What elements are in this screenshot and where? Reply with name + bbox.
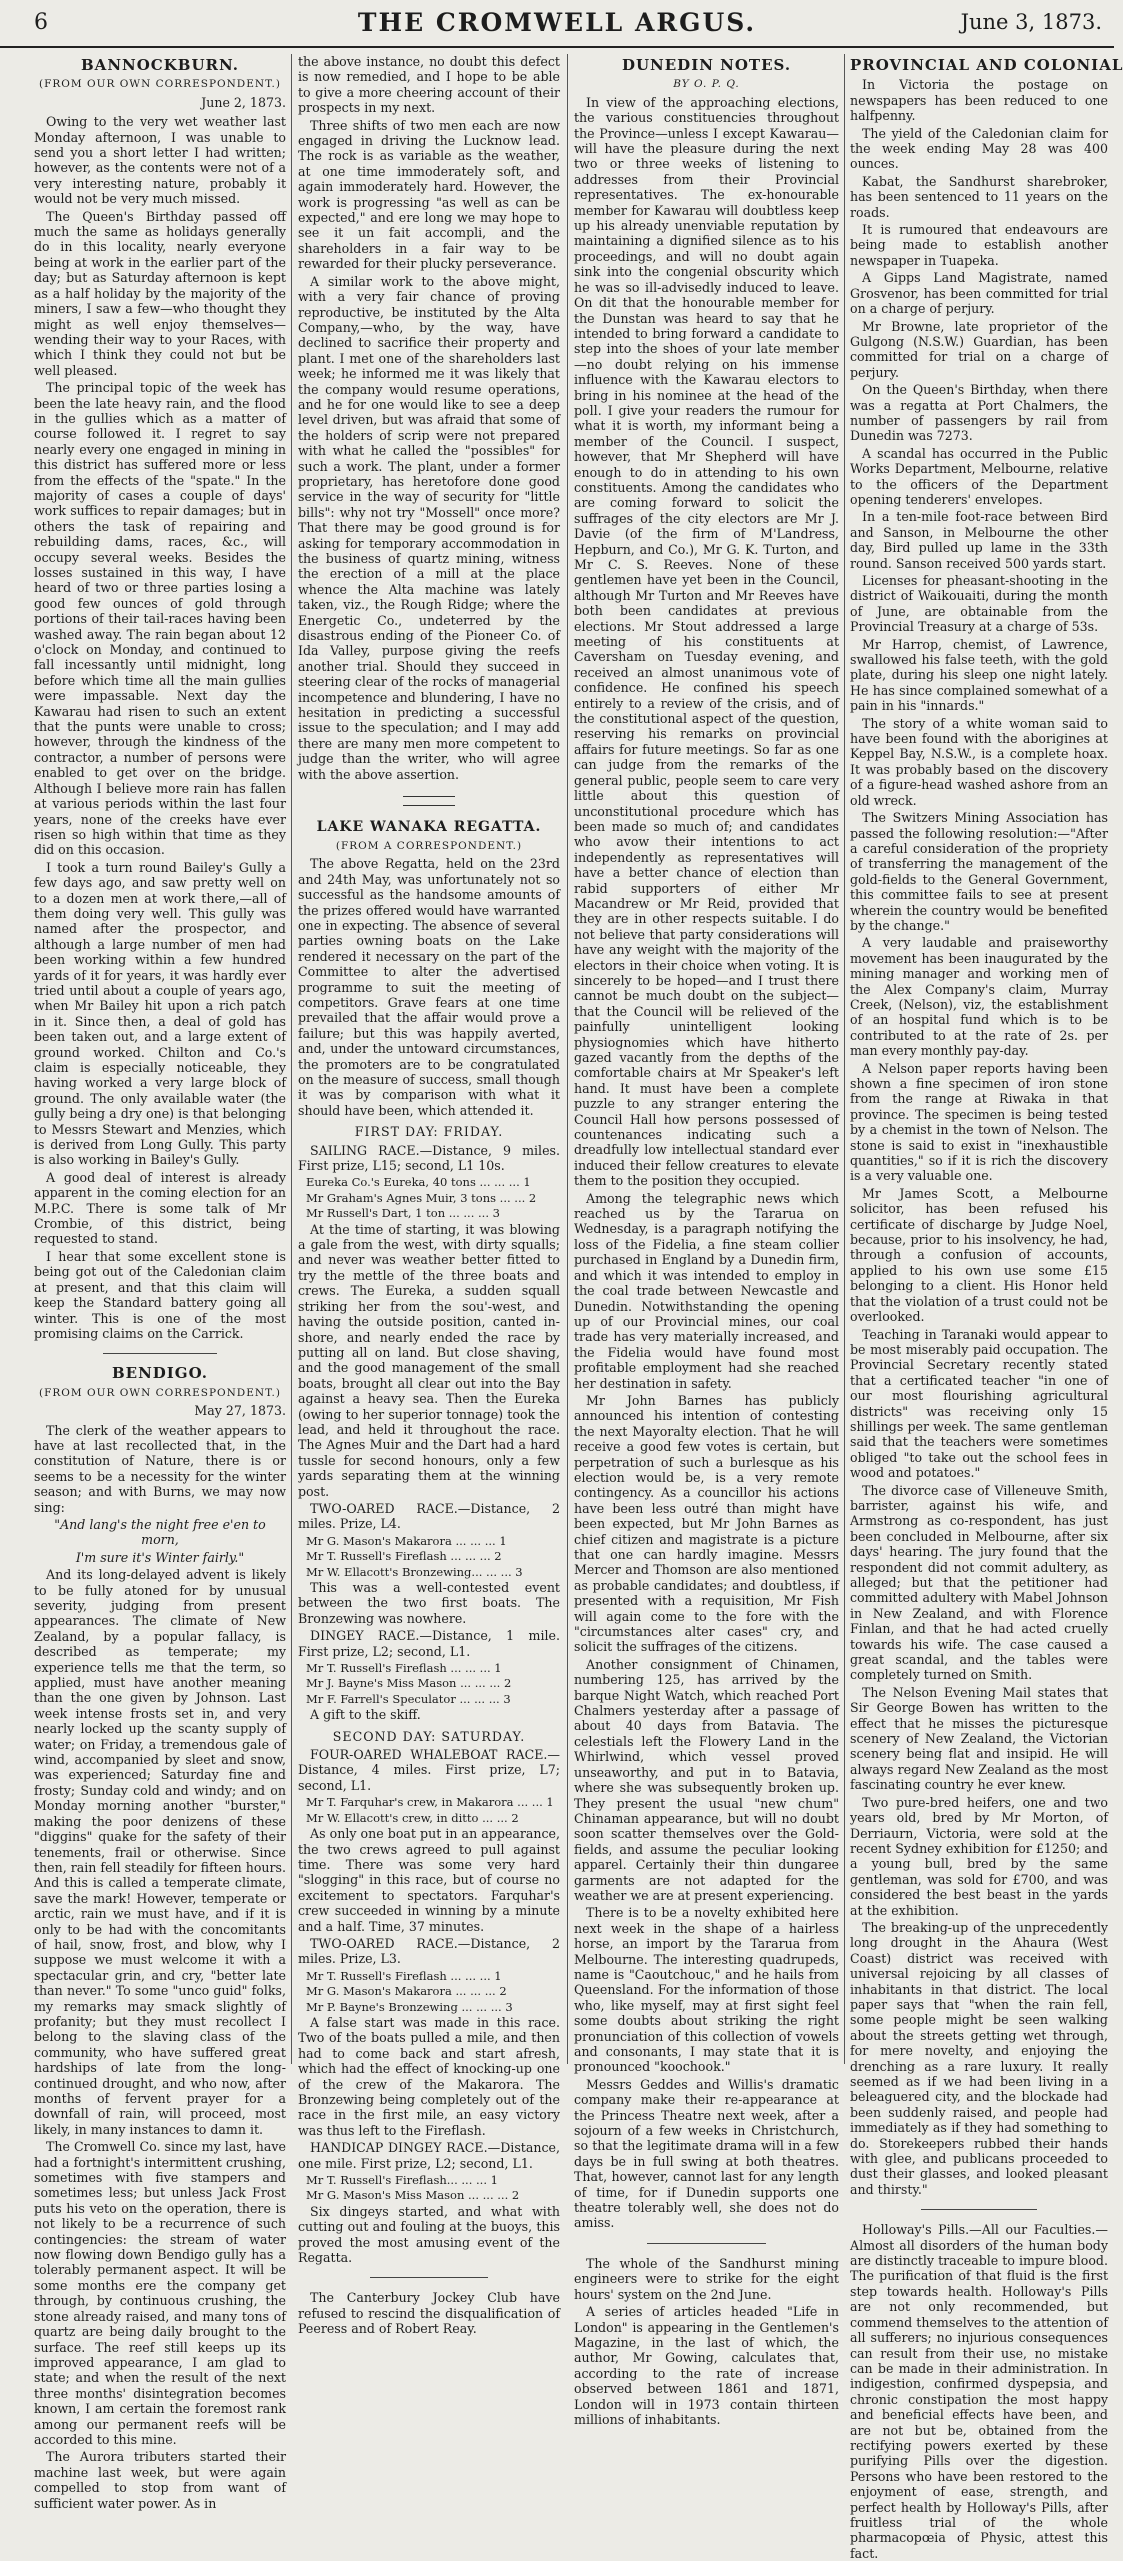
paragraph: The Canterbury Jockey Club have refused to rescind the disqualification of Peeress and of Robert Reay.	[298, 2290, 560, 2337]
paragraph: In a ten-mile foot-race between Bird and Sanson, in Melbourne the other day, Bird pulled up lame in the 33th round. Sanson received 500 yards start.	[850, 509, 1108, 571]
paragraph: The clerk of the weather appears to have at last recollected that, in the constitution of Nature, there is or seems to be a necessity for the winter season; and with Burns, we may now sing:	[34, 1422, 286, 1515]
paragraph: Among the telegraphic news which reached us by the Tararua on Wednesday, is a paragraph notifying the loss of the Fidelia, a fine steam collier purchased in England by a Dunedin firm, and which it was intended to employ in the coal trade between Newcastle and Dunedin. Notwithstanding the opening up of our Provincial mines, our coal trade has very materially increased, and the Fidelia would have found most profitable employment had she reached her destination in safety.	[574, 1190, 839, 1391]
advertisement: Holloway's Pills.—All our Faculties.—Almost all disorders of the human body are distinctly traceable to impure blood. The purification of that fluid is the first step towards health. Holloway's Pills are not only recommended, but commend themselves to the attention of all sufferers; no injurious consequences can result from their use, no mistake can be made in their administration. In indigestion, confirmed dyspepsia, and chronic constipation the most happy and beneficial effects have been, and are not but be, obtained from the rectifying powers exerted by these purifying Pills over the digestion. Persons who have been restored to the enjoyment of ease, strength, and perfect health by Holloway's Pills, after fruitless trial of the whole pharmacopœia of Physic, attest this fact.	[850, 2222, 1108, 2561]
paragraph: The Queen's Birthday passed off much the same as holidays generally do in this locality, nearly everyone being at work in the earlier part of the day; but as Saturday afternoon is kept as a half holiday by the majority of the miners, I saw a few—who thought they might as well enjoy themselves—wending their way to your Races, with which I think they could not but be well pleased.	[34, 208, 286, 378]
paragraph: On the Queen's Birthday, when there was a regatta at Port Chalmers, the number of passengers by rail from Dunedin was 7273.	[850, 382, 1108, 444]
paragraph: the above instance, no doubt this defect is now remedied, and I hope to be able to give a more cheering account of their prospects in my next.	[298, 54, 560, 116]
paragraph: In view of the approaching elections, the various constituencies throughout the Province—unless I except Kawarau—will have the pleasure during the next two or three weeks of listening to addresses from their Provincial representatives. The ex-honourable member for Kawarau will doubtless keep up his already unenviable reputation by maintaining a dignified silence as to his proceedings, and will no doubt again sink into the congenial obscurity which he was so ill-advisedly induced to leave. On dit that the honourable member for the Dunstan was heard to say that he intended to bring forward a candidate to step into the shoes of your late member—no doubt relying on his immense influence with the Kawarau electors to bring in his nominee at the head of the poll. I give your readers the rumour for what it is worth, my informant being a member of the Council. I suspect, however, that Mr Shepherd will have enough to do in attending to his own constituents. Among the candidates who are coming forward to solicit the suffrages of the city electors are Mr J. Davie (of the firm of M'Landress, Hepburn, and Co.), Mr G. K. Turton, and Mr C. S. Reeves. None of these gentlemen have yet been in the Council, although Mr Turton and Mr Reeves have both been candidates at previous elections. Mr Stout addressed a large meeting of his constituents at Caversham on Tuesday evening, and received an almost unanimous vote of confidence. He confined his speech entirely to a review of the crisis, and of the constitutional aspect of the question, reserving his remarks on provincial affairs for future meetings. So far as one can judge from the remarks of the general public, people seem to care very little about this question of unconstitutional procedure which has been made so much of; and candidates who avow their intentions to act independently as representatives will have a better chance of election than rabid supporters of either Mr Macandrew or Mr Reid, provided that they are in other respects suitable. I do not believe that party considerations will have any weight with the majority of the electors in their choice when voting. It is sincerely to be hoped—and I trust there cannot be much doubt on the subject—that the Council will be relieved of the painfully unintelligent looking physiognomies which have hitherto gazed vacantly from the depths of the comfortable chairs at Mr Speaker's left hand. It must have been a complete puzzle to any stranger entering the Council Hall how persons possessed of countenances indicating such a dreadfully low intellectual standard ever induced their fellow creatures to elevate them to the position they occupied.	[574, 94, 839, 1189]
race-result: Mr G. Mason's Makarora ... ... ... 1	[306, 1533, 507, 1548]
race-result: Mr J. Bayne's Miss Mason ... ... ... 2	[306, 1676, 512, 1691]
masthead	[0, 0, 1114, 48]
race-result: Mr G. Mason's Makarora ... ... ... 2	[306, 1984, 507, 1999]
divider	[921, 2209, 1037, 2210]
race-result: Mr W. Ellacott's Bronzewing... ... ... 3	[306, 1564, 523, 1579]
paragraph: The whole of the Sandhurst mining engineers were to strike for the eight hours' system on the 2nd June.	[574, 2255, 839, 2302]
race-result: Mr F. Farrell's Speculator ... ... ... 3	[306, 1691, 511, 1706]
paragraph: The Aurora tributers started their machine last week, but were again compelled to stop from want of sufficient water power. As in	[34, 2449, 286, 2511]
paragraph: The Cromwell Co. since my last, have had a fortnight's intermittent crushing, sometimes with five stampers and sometimes less; but unless Jack Frost puts his veto on the operation, there is not likely to be a recurrence of such contingencies: the stream of water now flowing down Bendigo gully has a tolerably permanent aspect. It will be some months ere the company get through, by continuous crushing, the stone already raised, and many tons of quartz are being daily brought to the surface. The reef still keeps up its improved appearance, I am glad to state; and when the result of the next three months' disintegration becomes known, I am certain the foremost rank among our permanent reefs will be accorded to this mine.	[34, 2139, 286, 2447]
race-title: FOUR-OARED WHALEBOAT RACE.—Distance, 4 miles. First prize, L7; second, L1.	[298, 1747, 560, 1793]
column-rule	[844, 54, 845, 2064]
paragraph: A Nelson paper reports having been shown a fine specimen of iron stone from the range at Riwaka in that province. The specimen is being tested by a chemist in the town of Nelson. The stone is said to exist in "inexhaustible quantities," so if it is rich the discovery is a very valuable one.	[850, 1060, 1108, 1184]
paragraph: Six dingeys started, and what with cutting out and fouling at the buoys, this proved the most amusing event of the Regatta.	[298, 2203, 560, 2266]
section-heading: FIRST DAY: FRIDAY.	[354, 1124, 504, 1140]
paragraph: A gift to the skiff.	[310, 1707, 421, 1723]
paragraph: The Nelson Evening Mail states that Sir George Bowen has written to the effect that he misses the picturesque scenery of New Zealand, the Victorian scenery being flat and insipid. He will always regard New Zealand as the most fascinating country he ever knew.	[850, 1684, 1108, 1793]
paragraph: The divorce case of Villeneuve Smith, barrister, against his wife, and Armstrong as co-respondent, has just been concluded in Melbourne, after six days' hearing. The jury found that the respondent did not commit adultery, as alleged; but that the petitioner had committed adultery with Mabel Johnson in New Zealand, and with Florence Finlan, and that he had acted cruelly towards his wife. The case caused a great scandal, and the tables were completely turned on Smith.	[850, 1482, 1108, 1683]
paragraph: Licenses for pheasant-shooting in the district of Waikouaiti, during the month of June, are obtainable from the Provincial Treasury at a charge of 53s.	[850, 573, 1108, 635]
race-title: TWO-OARED RACE.—Distance, 2 miles. Prize, L4.	[298, 1500, 560, 1532]
byline: (FROM OUR OWN CORRESPONDENT.)	[39, 78, 281, 91]
race-title: SAILING RACE.—Distance, 9 miles. First prize, L15; second, L1 10s.	[298, 1142, 560, 1174]
dateline: June 2, 1873.	[201, 94, 286, 110]
paragraph: The Switzers Mining Association has passed the following resolution:—"After a careful consideration of the propriety of transferring the management of the gold-fields to the General Government, this committee fails to see at present wherein the country would be benefited by the change."	[850, 810, 1108, 933]
newspaper-title: THE CROMWELL ARGUS.	[357, 8, 757, 37]
paragraph: Mr Browne, late proprietor of the Gulgong (N.S.W.) Guardian, has been committed for trial on a charge of perjury.	[850, 318, 1108, 380]
paragraph: A scandal has occurred in the Public Works Department, Melbourne, relative to the officers of the Department opening tenderers' envelopes.	[850, 445, 1108, 507]
paragraph: A false start was made in this race. Two of the boats pulled a mile, and then had to come back and start afresh, which had the effect of knocking-up one of the crew of the Makarora. The Bronzewing being completely out of the race in the first mile, an easy victory was thus left to the Fireflash.	[298, 2014, 560, 2138]
paragraph: Two pure-bred heifers, one and two years old, bred by Mr Morton, of Derriaurn, Victoria, were sold at the recent Sydney exhibition for £1250; and a young bull, bred by the same gentleman, was sold for £700, and was considered the best beast in the yards at the exhibition.	[850, 1794, 1108, 1918]
heavy-rule	[298, 796, 560, 811]
paragraph: At the time of starting, it was blowing a gale from the west, with dirty squalls; and never was weather better fitted to try the mettle of the three boats and crews. The Eureka, a sudden squall striking her from the sou'-west, and having the outside position, canted in-shore, and nearly ended the race by putting all on land. But close shaving, and the good management of the small boats, brought all clear out into the Bay against a heavy sea. Then the Eureka (owing to her superior tonnage) took the lead, and held it throughout the race. The Agnes Muir and the Dart had a hard tussle for second honours, only a few yards separating them at the winning post.	[298, 1221, 560, 1499]
divider	[370, 2277, 488, 2278]
column-3	[574, 54, 839, 2427]
paragraph: Owing to the very wet weather last Monday afternoon, I was unable to send you a short letter I had written; however, as the contents were not of a very interesting nature, probably it would not be very much missed.	[34, 114, 286, 207]
article-heading: DUNEDIN NOTES.	[621, 56, 792, 74]
column-1	[34, 54, 287, 2511]
race-result: Mr Graham's Agnes Muir, 3 tons ... ... 2	[306, 1190, 537, 1205]
page-number: 6	[34, 10, 48, 35]
byline: BY O. P. Q.	[673, 78, 740, 91]
race-result: Eureka Co.'s Eureka, 40 tons ... ... ... 1	[306, 1175, 531, 1190]
column-4	[850, 54, 1123, 2561]
paragraph: I hear that some excellent stone is being got out of the Caledonian claim at present, and that this claim will keep the Standard battery going all winter. This is one of the most promising claims on the Carrick.	[34, 1248, 286, 1341]
race-result: Mr T. Russell's Fireflash ... ... ... 1	[306, 1968, 502, 1983]
paragraph: Mr John Barnes has publicly announced his intention of contesting the next Mayoralty election. That he will receive a good few votes is certain, but perpetration of such a burlesque as his election would be, is a very remote contingency. As a councillor his actions have been less outré than might have been expected, but Mr John Barnes as chief citizen and magistrate is a picture that one can hardly imagine. Messrs Mercer and Thomson are also mentioned as probable candidates; and doubtless, if presented with a requisition, Mr Fish will again come to the fore with the "circumstances alter cases" cry, and solicit the suffrages of the citizens.	[574, 1392, 839, 1655]
race-title: DINGEY RACE.—Distance, 1 mile. First prize, L2; second, L1.	[298, 1628, 560, 1659]
paragraph: It is rumoured that endeavours are being made to establish another newspaper in Tuapeka.	[850, 222, 1108, 268]
article-heading: LAKE WANAKA REGATTA.	[316, 818, 542, 835]
article-heading: BANNOCKBURN.	[81, 56, 239, 74]
paragraph: The story of a white woman said to have been found with the aborigines at Keppel Bay, N.S.W., is a complete hoax. It was probably based on the discovery of a figure-head washed ashore from an old wreck.	[850, 715, 1108, 808]
byline: (FROM A CORRESPONDENT.)	[335, 839, 523, 852]
column-rule	[567, 54, 568, 2064]
paragraph: This was a well-contested event between the two first boats. The Bronzewing was nowhere.	[298, 1580, 560, 1626]
paragraph: A Gipps Land Magistrate, named Grosvenor, has been committed for trial on a charge of perjury.	[850, 270, 1108, 317]
article-heading: BENDIGO.	[111, 1364, 209, 1383]
paragraph: A similar work to the above might, with a very fair chance of proving reproductive, be instituted by the Alta Company,—who, by the way, have declined to sacrifice their property and plant. I met one of the shareholders last week; he informed me it was likely that the company would resume operations, and he for one would like to see a deep level driven, but was afraid that some of the holders of scrip were not prepared with what he called the "possibles" for such a work. The plant, under a former proprietary, has heretofore done good service in the way of security for "little bills": why not try "Mossell" once more? That there may be good ground is for asking for temporary accommodation in the business of quartz mining, witness the erection of a mill at the place whence the Alta machine was lately taken, viz., the Rough Ridge; where the Energetic Co., undeterred by the disastrous ending of the Pioneer Co. of Ida Valley, purpose giving the reefs another trial. Should they succeed in steering clear of the rocks of managerial incompetence and blundering, I have no hesitation in predicting a successful issue to the speculation; and I may add there are many men more competent to judge than the writer, who will agree with the above assertion.	[298, 273, 560, 782]
paragraph: I took a turn round Bailey's Gully a few days ago, and saw pretty well on to a dozen men at work there,—all of them doing very well. This gully was named after the prospector, and although a large number of men had been working within a few hundred yards of it for years, it was hardly ever tried until about a couple of years ago, when Mr Bailey hit upon a rich patch in it. Since then, a deal of gold has been taken out, and a large extent of ground worked. Chilton and Co.'s claim is especially noticeable, they having worked a very large block of ground. The only available water (the gully being a dry one) is that belonging to Messrs Stewart and Menzies, which is derived from Long Gully. This party is also working in Bailey's Gully.	[34, 859, 286, 1168]
paragraph: Mr James Scott, a Melbourne solicitor, has been refused his certificate of discharge by Judge Noel, because, prior to his insolvency, he had, through a confusion of accounts, applied to his own use some £15 belonging to a client. His Honor held that the violation of a trust could not be overlooked.	[850, 1185, 1108, 1325]
paragraph: Three shifts of two men each are now engaged in driving the Lucknow lead. The rock is as variable as the weather, at one time immoderately soft, and again immoderately hard. However, the work is progressing "as well as can be expected," and ere long we may hope to see it un fait accompli, and the shareholders in a fair way to be rewarded for their plucky perseverance.	[298, 117, 560, 272]
paragraph: Teaching in Taranaki would appear to be most miserably paid occupation. The Provincial Secretary recently stated that a certificated teacher "in one of our most flourishing agricultural districts" was receiving only 15 shillings per week. The same gentleman said that the teachers were sometimes obliged "to take out the school fees in wood and potatoes."	[850, 1326, 1108, 1481]
race-result: Mr W. Ellacott's crew, in ditto ... ... 2	[306, 1810, 519, 1825]
race-result: Mr T. Russell's Fireflash ... ... ... 2	[306, 1549, 502, 1564]
paragraph: The principal topic of the week has been the late heavy rain, and the flood in the gullies which as a matter of course followed it. I regret to say nearly every one engaged in mining in this district has suffered more or less from the effects of the "spate." In the majority of cases a couple of days' work suffices to repair damages; but in others the task of repairing and rebuilding dams, races, &c., will occupy several weeks. Besides the losses sustained in this way, I have heard of two or three parties losing a good few ounces of gold through portions of their tail-races having been washed away. The rain began about 12 o'clock on Monday, and continued to fall incessantly until midnight, long before which time all the main gullies were impassable. Next day the Kawarau had risen to such an extent that the punts were unable to cross; however, through the kindness of the contractor, a number of persons were enabled to get over on the bridge. Although I believe more rain has fallen at various periods within the last four years, none of the creeks have ever risen so high within that time as they did on this occasion.	[34, 380, 286, 858]
race-result: Mr P. Bayne's Bronzewing ... ... ... 3	[306, 1999, 513, 2014]
divider	[103, 1353, 216, 1354]
poem-line: "And lang's the night free e'en to morn,	[54, 1516, 266, 1548]
paragraph: A good deal of interest is already apparent in the coming election for an M.P.C. There is some talk of Mr Crombie, of this district, being requested to stand.	[34, 1169, 286, 1247]
paragraph: Messrs Geddes and Willis's dramatic company make their re-appearance at the Princess Theatre next week, after a sojourn of a few weeks in Christchurch, so that the legitimate drama will in a few days be in full swing at both theatres. That, however, cannot last for any length of time, for if Dunedin supports one theatre tolerably well, she does not do amiss.	[574, 2076, 839, 2231]
paragraph: Mr Harrop, chemist, of Lawrence, swallowed his false teeth, with the gold plate, during his sleep one night lately. He has since complained somewhat of a pain in his "innards."	[850, 636, 1108, 714]
paragraph: In Victoria the postage on newspapers has been reduced to one halfpenny.	[850, 77, 1108, 124]
byline: (FROM OUR OWN CORRESPONDENT.)	[39, 1386, 281, 1399]
paragraph: As only one boat put in an appearance, the two crews agreed to pull against time. There was some very hard "slogging" in this race, but of course no excitement to spectators. Farquhar's crew succeeded in winning by a minute and a half. Time, 37 minutes.	[298, 1826, 560, 1934]
race-result: Mr T. Russell's Fireflash... ... ... 1	[306, 2173, 498, 2188]
race-result: Mr T. Farquhar's crew, in Makarora ... ... 1	[306, 1795, 554, 1810]
race-title: HANDICAP DINGEY RACE.—Distance, one mile. First prize, L2; second, L1.	[298, 2140, 560, 2171]
race-result: Mr T. Russell's Fireflash ... ... ... 1	[306, 1661, 502, 1676]
paragraph: The breaking-up of the unprecedently long drought in the Ahaura (West Coast) district was received with universal rejoicing by all classes of inhabitants in that district. The local paper says that "when the rain fell, some people might be seen walking about the streets getting wet through, for mere novelty, and enjoying the drenching as a rare luxury. It really seemed as if we had been living in a beleaguered city, and the blockade had been suddenly raised, and people had immediately as if they had something to do. Storekeepers rubbed their hands with glee, and publicans proceeded to dust their glasses, and looked pleasant and thirsty."	[850, 1919, 1108, 2197]
dateline: May 27, 1873.	[194, 1403, 286, 1419]
paragraph: There is to be a novelty exhibited here next week in the shape of a hairless horse, an import by the Tararua from Melbourne. The interesting quadrupeds, name is "Caoutchouc," and he hails from Queensland. For the information of those who, like myself, may at first sight feel some doubts about striking the right pronunciation of this collection of vowels and consonants, I may state that it is pronounced "koochook."	[574, 1905, 839, 2075]
divider	[647, 2243, 766, 2244]
paragraph: The above Regatta, held on the 23rd and 24th May, was unfortunately not so successful as the handsome amounts of the prizes offered would have warranted one in expecting. The absence of several parties owning boats on the Lake rendered it necessary on the part of the Committee to alter the advertised programme to suit the meeting of competitors. Grave fears at one time prevailed that the affair would prove a failure; but this was happily averted, and, under the untoward circumstances, the promoters are to be congratulated on the measure of success, small though it was by comparison with what it should have been, which attended it.	[298, 856, 560, 1118]
section-heading: SECOND DAY: SATURDAY.	[332, 1728, 526, 1744]
paragraph: The yield of the Caledonian claim for the week ending May 28 was 400 ounces.	[850, 125, 1108, 172]
paragraph: Kabat, the Sandhurst sharebroker, has been sentenced to 11 years on the roads.	[850, 173, 1108, 220]
column-rule	[291, 54, 292, 2064]
paragraph: And its long-delayed advent is likely to be fully atoned for by unusual severity, judging from present appearances. The climate of New Zealand, by a popular fallacy, is described as temperate; my experience tells me that the term, so applied, must have another meaning than the one given by Johnson. Last week intense frosts set in, and very nearly locked up the scanty supply of water; on Friday, a tremendous gale of wind, accompanied by sleet and snow, was experienced; Saturday fine and frosty; Sunday cold and windy; and on Monday morning another "burster," making the poor denizens of these "diggins" quake for the safety of their tenements, frail or otherwise. Since then, rain fell steadily for fifteen hours. And this is called a temperate climate, save the mark! However, temperate or arctic, rain we must have, and if it is only to be had with the concomitants of hail, snow, frost, and blow, why I suppose we must welcome it with a spectacular grin, and cry, "better late than never." To some "unco guid" folks, my remarks may smack slightly of profanity; but they must recollect I belong to the slaving class of the community, who have suffered great hardships of late from the long-continued drought, and who now, after months of fervent prayer for a downfall of rain, will proceed, most likely, in many instances to damn it.	[34, 1567, 287, 2137]
race-result: Mr G. Mason's Miss Mason ... ... ... 2	[306, 2188, 520, 2203]
article-heading: PROVINCIAL AND COLONIAL	[850, 56, 1123, 74]
race-title: TWO-OARED RACE.—Distance, 2 miles. Prize, L3.	[298, 1935, 560, 1967]
column-2	[298, 54, 560, 2337]
race-result: Mr Russell's Dart, 1 ton ... ... ... 3	[306, 1206, 500, 1221]
paragraph: A series of articles headed "Life in London" is appearing in the Gentlemen's Magazine, in the last of which, the author, Mr Gowing, calculates that, according to the rate of increase observed between 1861 and 1871, London will in 1973 contain thirteen millions of inhabitants.	[574, 2304, 839, 2427]
paragraph: Another consignment of Chinamen, numbering 125, has arrived by the barque Night Watch, which reached Port Chalmers yesterday after a passage of about 40 days from Batavia. The celestials left the Flowery Land in the Whirlwind, which vessel proved unseaworthy, and put in to Batavia, where she was subsequently broken up. They present the usual "new chum" Chinaman appearance, but will no doubt soon scatter themselves over the Gold-fields, and assume the peculiar looking apparel. Certainly their thin dungaree garments are not adapted for the weather we are at present experiencing.	[574, 1656, 839, 1903]
issue-date: June 3, 1873.	[960, 10, 1102, 34]
paragraph: A very laudable and praiseworthy movement has been inaugurated by the mining manager and working men of the Alex Company's claim, Murray Creek, (Nelson), viz, the establishment of an hospital fund which is to be contributed to at the rate of 2s. per man every monthly pay-day.	[850, 935, 1108, 1059]
poem-line: I'm sure it's Winter fairly."	[75, 1549, 245, 1565]
